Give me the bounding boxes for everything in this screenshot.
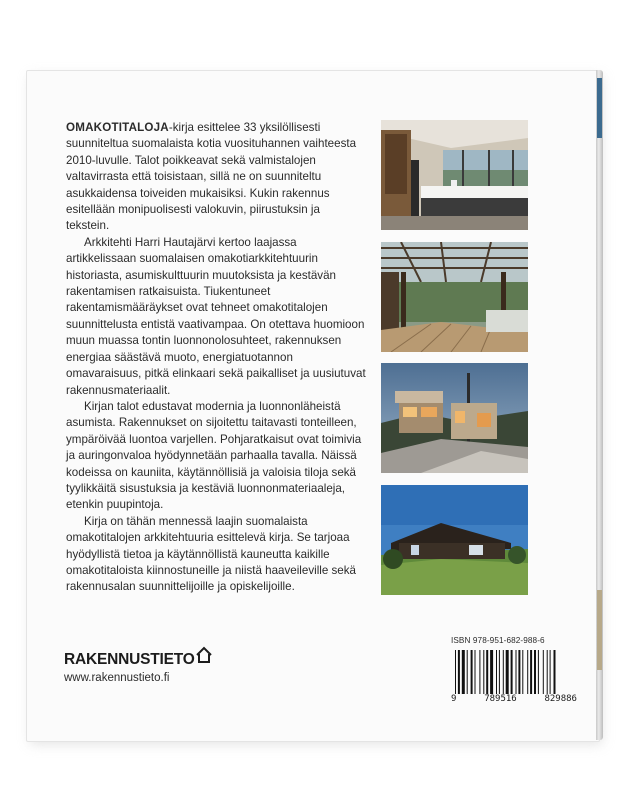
- photo-glass-pergola: [381, 242, 528, 352]
- paragraph-1: OMAKOTITALOJA-kirja esittelee 33 yksilöllisesti suunniteltua suomalaista kotia vuosituhannen vaihteesta 2010-luvulle. Talot poikkeavat sekä valmistalojen valtavirrasta että toisistaan, sillä ne on suunniteltu asukkaidensa toiveiden mukaisiksi. Kukin rakennus esitellään monipuolisesti valokuvin, piirustuksin ja tekstein.: [66, 121, 357, 233]
- house-logo-icon: [196, 646, 212, 669]
- isbn-label: ISBN 978-951-682-988-6: [451, 636, 545, 645]
- book-spine-edge: [596, 70, 603, 740]
- paragraph-4: Kirja on tähän mennessä laajin suomalaista omakotitalojen arkkitehtuuria esittelevä kirja. Se tarjoaa hyödyllistä tietoa ja käytännöllistä kauneutta kaikille omakotitaloista kiinnostuneille ja niistä haaveileville sekä rakennusalan suunnittelijoille ja opiskelijoille.: [66, 514, 357, 594]
- barcode-digits: 9 789516 829886: [451, 694, 577, 704]
- photo-timber-house-meadow: [381, 485, 528, 595]
- paragraph-2: Arkkitehti Harri Hautajärvi kertoo laajassa artikkelissaan suomalaisen omakotiarkkitehtuurin historiasta, asumiskulttuurin muutoksista ja kestävän rakentamisen ratkaisuista. Tiukentuneet rakentamismääräykset ovat tehneet omakotitalojen suunnittelusta entistä vaativampaa. On otettava huomioon muun muassa tontin luonnonolosuhteet, rakennuksen energiaa säästävä muoto, energiatuotannon omavaraisuus, pitkä elinkaari sekä paikalliset ja uusiutuvat rakennusmateriaalit.: [66, 235, 366, 397]
- publisher-name: RAKENNUSTIETO: [64, 651, 195, 668]
- photo-interior-kitchen: [381, 120, 528, 230]
- book-title-inline: OMAKOTITALOJA: [66, 121, 169, 134]
- photo-house-on-rocks: [381, 363, 528, 473]
- publisher-url: www.rakennustieto.fi: [64, 672, 170, 684]
- paragraph-3: Kirjan talot edustavat modernia ja luonnonläheistä asumista. Rakennukset on sijoitettu taitavasti tonteilleen, ympäröivää luontoa varjellen. Pohjaratkaisut ovat toimivia ja auringonvaloa hyödynnetään parhaalla tavalla. Näissä kodeissa on kauniita, käytännöllisiä ja valoisia tiloja sekä tyylikkäitä sisustuksia ja kestäviä luonnonmateriaaleja, etenkin puupintoja.: [66, 399, 362, 512]
- publisher-logo: [64, 646, 212, 669]
- cover-blurb: [66, 120, 366, 596]
